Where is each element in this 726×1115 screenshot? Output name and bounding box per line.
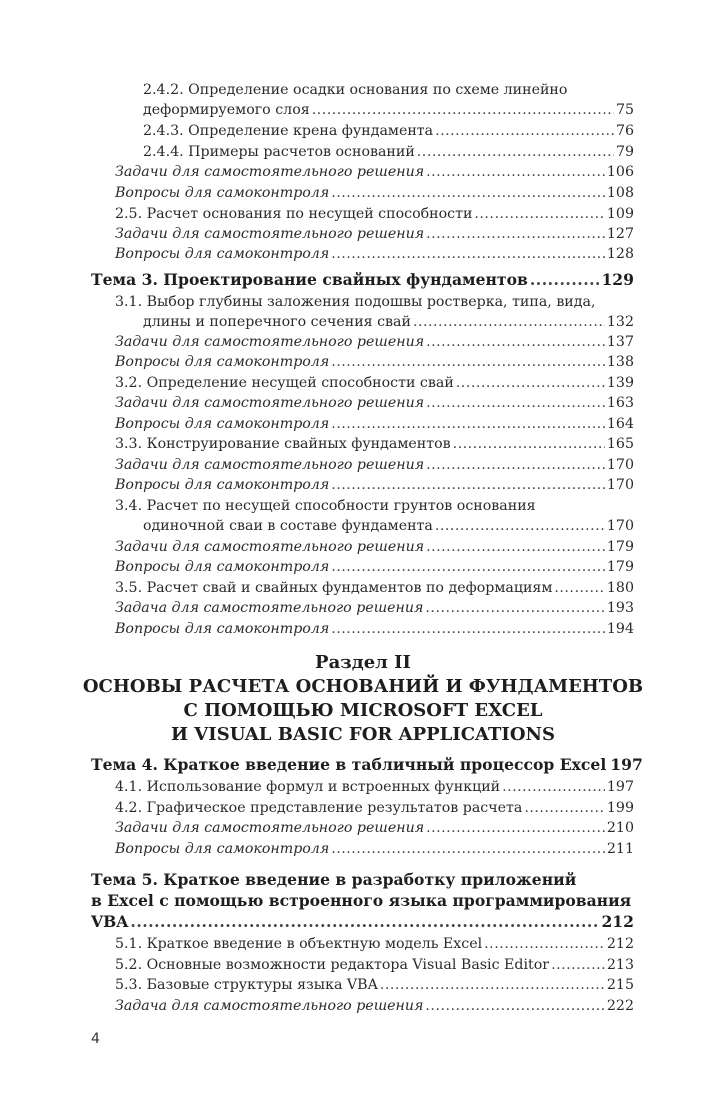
leader-dots (474, 204, 605, 224)
toc-page-number: 170 (606, 518, 634, 534)
toc-entry-title: Тема 4. Краткое введение в табличный процессор Excel (91, 755, 607, 774)
leader-dots (417, 142, 614, 162)
toc-entry-3-3[interactable] (115, 434, 634, 454)
toc-page-number: 108 (606, 185, 634, 201)
toc-page-number: 197 (610, 755, 643, 774)
leader-dots (426, 162, 605, 182)
toc-entry-title: VBA (91, 912, 129, 931)
toc-entry-title: Тема 3. Проектирование свайных фундаментов (91, 270, 528, 289)
toc-entry-topic-5-line1: Тема 5. Краткое введение в разработку приложений (91, 870, 577, 889)
toc-page-number: 76 (615, 123, 634, 139)
toc-entry-questions[interactable] (115, 183, 634, 203)
toc-page-number: 213 (606, 957, 634, 973)
toc-entry-tasks[interactable] (115, 818, 634, 838)
leader-dots (130, 912, 599, 932)
toc-page-number: 170 (606, 457, 634, 473)
toc-page-number: 179 (606, 559, 634, 575)
toc-entry-title: Вопросы для самоконтроля (115, 621, 330, 637)
toc-page-number: 222 (606, 998, 634, 1014)
toc-entry-5-1[interactable] (115, 934, 634, 954)
toc-page-number: 79 (615, 144, 634, 160)
leader-dots (524, 798, 605, 818)
toc-page-number: 137 (606, 334, 634, 350)
leader-dots (426, 332, 605, 352)
toc-entry-2-4-2-line1: 2.4.2. Определение осадки основания по схеме линейно (143, 82, 568, 98)
leader-dots (331, 414, 605, 434)
toc-entry-questions[interactable] (115, 619, 634, 639)
toc-entry-4-2[interactable] (115, 798, 634, 818)
toc-entry-title: 5.1. Краткое введение в объектную модель Excel (115, 936, 483, 952)
toc-entry-questions[interactable] (115, 414, 634, 434)
toc-page-number: 106 (606, 164, 634, 180)
toc-entry-title: 5.3. Базовые структуры языка VBA (115, 977, 378, 993)
toc-entry-title: длины и поперечного сечения свай (143, 314, 411, 330)
toc-entry-title: Вопросы для самоконтроля (115, 416, 330, 432)
toc-entry-title: 3.5. Расчет свай и свайных фундаментов по деформациям (115, 580, 553, 596)
leader-dots (530, 270, 600, 290)
toc-entry-title: одиночной сваи в составе фундамента (143, 518, 433, 534)
toc-page-number: 212 (601, 912, 634, 931)
toc-page-number: 164 (606, 416, 634, 432)
toc-entry-3-1[interactable] (143, 312, 634, 332)
toc-entry-title: Задачи для самостоятельного решения (115, 226, 425, 242)
leader-dots (413, 312, 605, 332)
toc-entry-title: 2.5. Расчет основания по несущей способности (115, 206, 473, 222)
leader-dots (435, 516, 605, 536)
leader-dots (331, 183, 605, 203)
toc-entry-2-4-4[interactable] (143, 142, 634, 162)
leader-dots (426, 224, 605, 244)
toc-entry-title: 2.4.3. Определение крена фундамента (143, 123, 434, 139)
toc-entry-3-1-line1: 3.1. Выбор глубины заложения подошвы ростверка, типа, вида, (115, 294, 596, 310)
toc-entry-topic-5[interactable] (91, 912, 634, 932)
toc-entry-title: 4.2. Графическое представление результатов расчета (115, 800, 523, 816)
toc-entry-title: Задачи для самостоятельного решения (115, 395, 425, 411)
toc-entry-title: 3.2. Определение несущей способности свай (115, 375, 454, 391)
toc-entry-5-3[interactable] (115, 975, 634, 995)
leader-dots (426, 455, 605, 475)
toc-entry-topic-5-line2: в Excel с помощью встроенного языка программирования (91, 891, 632, 910)
toc-entry-tasks[interactable] (115, 224, 634, 244)
leader-dots (426, 537, 605, 557)
leader-dots (380, 975, 605, 995)
toc-page-number: 163 (606, 395, 634, 411)
toc-entry-title: 5.2. Основные возможности редактора Visual Basic Editor (115, 957, 550, 973)
section-title-line-1: ОСНОВЫ РАСЧЕТА ОСНОВАНИЙ И ФУНДАМЕНТОВ (82, 676, 644, 697)
toc-entry-questions[interactable] (115, 352, 634, 372)
toc-page-number: 210 (606, 820, 634, 836)
toc-page-number: 170 (606, 477, 634, 493)
leader-dots (426, 818, 605, 838)
section-title-line-2: С ПОМОЩЬЮ MICROSOFT EXCEL (183, 700, 543, 721)
toc-entry-title: Вопросы для самоконтроля (115, 354, 330, 370)
toc-page-number: 109 (606, 206, 634, 222)
toc-entry-3-5[interactable] (115, 578, 634, 598)
toc-page-number: 165 (606, 436, 634, 452)
toc-entry-tasks[interactable] (115, 332, 634, 352)
toc-entry-tasks[interactable] (115, 455, 634, 475)
toc-entry-questions[interactable] (115, 475, 634, 495)
leader-dots (331, 352, 605, 372)
leader-dots (551, 955, 605, 975)
toc-entry-title: Задачи для самостоятельного решения (115, 457, 425, 473)
toc-entry-topic-3[interactable] (91, 270, 634, 290)
toc-entry-title: Вопросы для самоконтроля (115, 477, 330, 493)
toc-entry-title: Вопросы для самоконтроля (115, 246, 330, 262)
toc-entry-tasks[interactable] (115, 598, 634, 618)
toc-entry-2-4-3[interactable] (143, 121, 634, 141)
toc-entry-questions[interactable] (115, 839, 634, 859)
toc-entry-title: Задачи для самостоятельного решения (115, 334, 425, 350)
toc-entry-topic-4[interactable] (91, 755, 643, 775)
leader-dots (456, 373, 605, 393)
toc-page-number: 199 (606, 800, 634, 816)
toc-page-number: 127 (606, 226, 634, 242)
leader-dots (426, 393, 605, 413)
toc-entry-3-2[interactable] (115, 373, 634, 393)
toc-entry-title: Вопросы для самоконтроля (115, 185, 330, 201)
toc-entry-title: Задача для самостоятельного решения (115, 998, 424, 1014)
toc-page-number: 212 (606, 936, 634, 952)
leader-dots (331, 244, 605, 264)
toc-entry-3-4-line1: 3.4. Расчет по несущей способности грунтов основания (115, 498, 536, 514)
toc-entry-tasks[interactable] (115, 162, 634, 182)
section-label: Раздел II (315, 652, 411, 673)
toc-entry-2-5[interactable] (115, 204, 634, 224)
leader-dots (331, 619, 605, 639)
toc-entry-title: 2.4.4. Примеры расчетов оснований (143, 144, 415, 160)
toc-page-number: 193 (606, 600, 634, 616)
toc-entry-questions[interactable] (115, 244, 634, 264)
toc-page-number: 211 (606, 841, 634, 857)
toc-entry-tasks[interactable] (115, 996, 634, 1016)
toc-page-number: 128 (606, 246, 634, 262)
toc-page-number: 139 (606, 375, 634, 391)
leader-dots (331, 475, 605, 495)
toc-entry-tasks[interactable] (115, 537, 634, 557)
toc-entry-questions[interactable] (115, 557, 634, 577)
toc-page-number: 194 (606, 621, 634, 637)
leader-dots (425, 598, 604, 618)
page-number: 4 (91, 1031, 100, 1047)
toc-page-number: 197 (606, 779, 634, 795)
toc-entry-title: Задачи для самостоятельного решения (115, 820, 425, 836)
leader-dots (453, 434, 605, 454)
toc-entry-3-4[interactable] (143, 516, 634, 536)
toc-page-number: 75 (615, 102, 634, 118)
toc-page-number: 179 (606, 539, 634, 555)
toc-entry-5-2[interactable] (115, 955, 634, 975)
toc-entry-title: 3.3. Конструирование свайных фундаментов (115, 436, 451, 452)
toc-entry-title: Вопросы для самоконтроля (115, 841, 330, 857)
toc-entry-title: Задачи для самостоятельного решения (115, 539, 425, 555)
toc-entry-4-1[interactable] (115, 777, 634, 797)
toc-page-number: 180 (606, 580, 634, 596)
toc-page-number: 132 (606, 314, 634, 330)
leader-dots (435, 121, 614, 141)
toc-entry-tasks[interactable] (115, 393, 634, 413)
leader-dots (331, 839, 605, 859)
leader-dots (484, 934, 605, 954)
toc-entry-title: Задача для самостоятельного решения (115, 600, 424, 616)
leader-dots (554, 578, 605, 598)
leader-dots (331, 557, 605, 577)
toc-entry-title: деформируемого слоя (143, 102, 310, 118)
toc-entry-title: Вопросы для самоконтроля (115, 559, 330, 575)
toc-entry-2-4-2[interactable] (143, 100, 634, 120)
section-title-line-3: И VISUAL BASIC FOR APPLICATIONS (171, 724, 555, 745)
toc-entry-title: Задачи для самостоятельного решения (115, 164, 425, 180)
toc-page-number: 129 (601, 270, 634, 289)
toc-page-number: 215 (606, 977, 634, 993)
leader-dots (425, 996, 604, 1016)
leader-dots (312, 100, 614, 120)
toc-page-number: 138 (606, 354, 634, 370)
leader-dots (502, 777, 605, 797)
toc-entry-title: 4.1. Использование формул и встроенных функций (115, 779, 501, 795)
